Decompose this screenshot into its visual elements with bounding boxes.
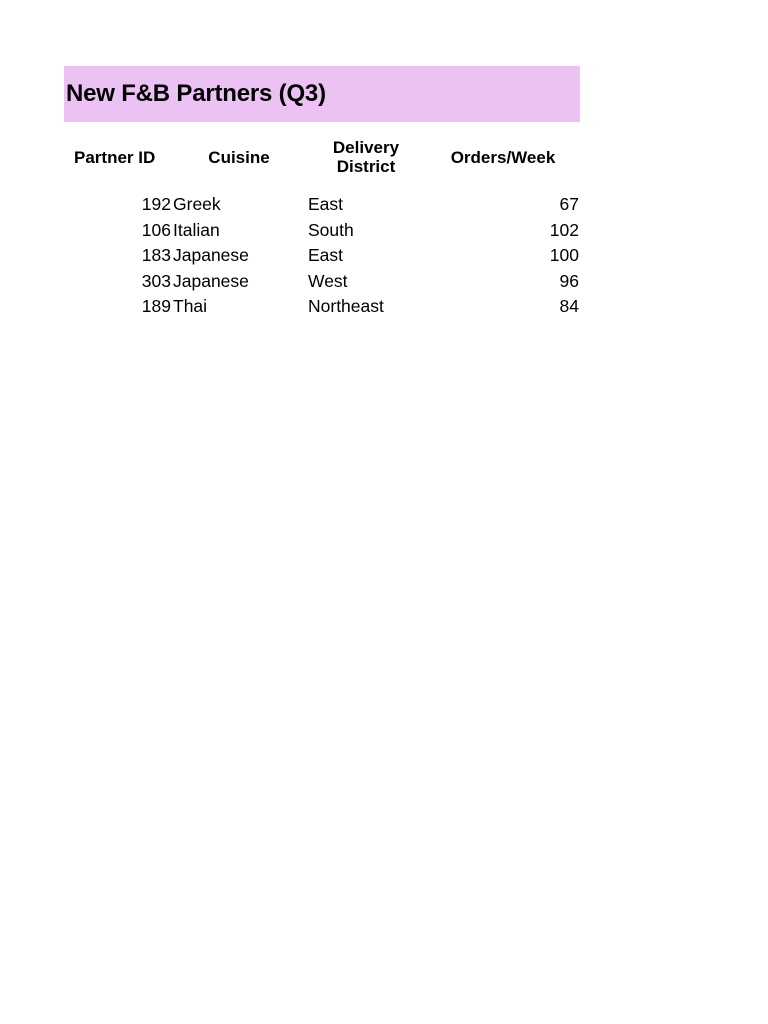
cell-delivery-district[interactable]: East [308,245,344,266]
data-table [64,122,580,192]
cell-delivery-district[interactable]: Northeast [308,296,384,317]
column-header-orders-per-week[interactable]: Orders/Week [450,147,556,167]
sheet-title: New F&B Partners (Q3) [66,80,326,107]
column-header-partner-id[interactable]: Partner ID [74,147,156,167]
cell-partner-id[interactable]: 106 [141,219,171,240]
column-header-cuisine[interactable]: Cuisine [208,147,270,167]
cell-orders-per-week[interactable]: 100 [549,245,579,266]
column-header-delivery-district[interactable]: Delivery District [332,138,400,176]
title-bar [64,66,580,122]
cell-orders-per-week[interactable]: 96 [559,270,579,291]
cell-partner-id[interactable]: 303 [141,270,171,291]
cell-partner-id[interactable]: 183 [141,245,171,266]
cell-orders-per-week[interactable]: 102 [549,219,579,240]
cell-delivery-district[interactable]: West [308,270,348,291]
cell-partner-id[interactable]: 192 [141,194,171,215]
cell-orders-per-week[interactable]: 67 [559,194,579,215]
cell-delivery-district[interactable]: East [308,194,344,215]
cell-cuisine[interactable]: Japanese [173,245,249,266]
cell-cuisine[interactable]: Italian [173,219,220,240]
table-body [64,192,580,320]
cell-cuisine[interactable]: Thai [173,296,208,317]
cell-delivery-district[interactable]: South [308,219,354,240]
cell-cuisine[interactable]: Japanese [173,270,249,291]
cell-cuisine[interactable]: Greek [173,194,221,215]
cell-orders-per-week[interactable]: 84 [559,296,579,317]
cell-partner-id[interactable]: 189 [141,296,171,317]
spreadsheet [64,66,580,320]
